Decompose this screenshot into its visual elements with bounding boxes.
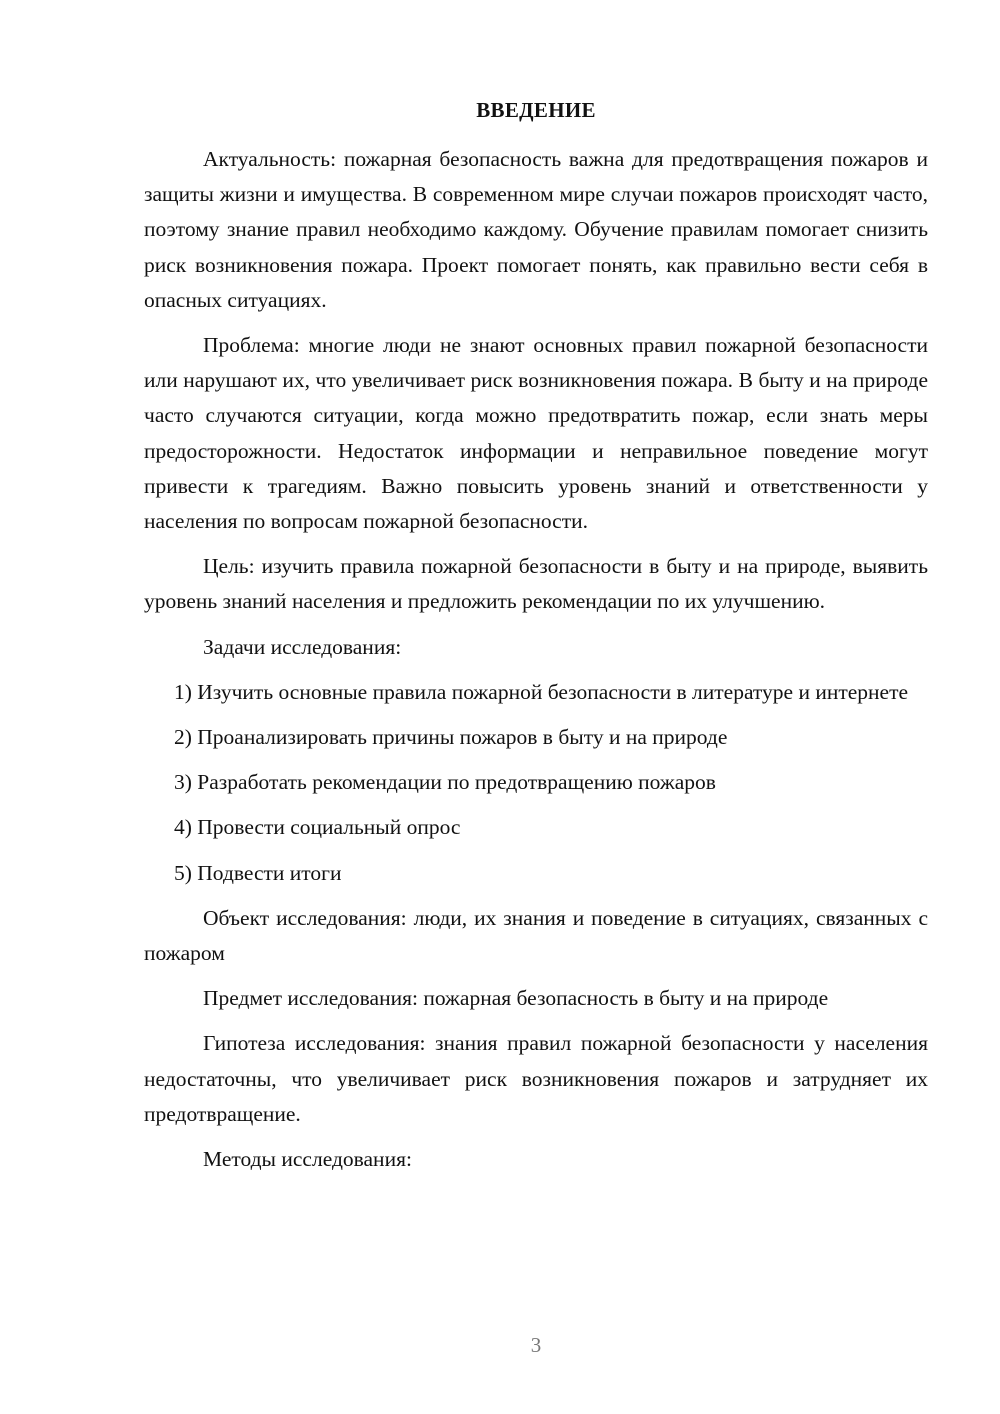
task-item: 2) Проанализировать причины пожаров в быту и на природе xyxy=(174,725,728,750)
methods-heading: Методы исследования: xyxy=(203,1147,412,1172)
task-item: 4) Провести социальный опрос xyxy=(174,815,461,840)
task-item: 1) Изучить основные правила пожарной безопасности в литературе и интернете xyxy=(174,679,909,704)
task-item: 3) Разработать рекомендации по предотвращению пожаров xyxy=(174,770,716,795)
object-paragraph: Объект исследования: люди, их знания и поведение в ситуациях, связанных с пожаром xyxy=(144,905,928,966)
problem-paragraph: Проблема: многие люди не знают основных правил пожарной безопасности или нарушают их, что увеличивает риск возникновения пожара. В быту и на природе часто случаются ситуации, когда можно предотвратить пожар, если знать меры предосторожности. Недостаток информации и неправильное поведение могут привести к трагедиям. Важно повысить уровень знаний и ответственности у населения по вопросам пожарной безопасности. xyxy=(144,333,928,534)
goal-paragraph: Цель: изучить правила пожарной безопасности в быту и на природе, выявить уровень знаний населения и предложить рекомендации по их улучшению. xyxy=(144,554,928,614)
task-item: 5) Подвести итоги xyxy=(174,860,342,885)
document-page xyxy=(144,96,928,1187)
relevance-paragraph: Актуальность: пожарная безопасность важна для предотвращения пожаров и защиты жизни и имущества. В современном мире случаи пожаров происходят часто, поэтому знание правил необходимо каждому. Обучение правилам помогает снизить риск возникновения пожара. Проект помогает понять, как правильно вести себя в опасных ситуациях. xyxy=(144,147,928,312)
tasks-heading: Задачи исследования: xyxy=(203,634,402,659)
hypothesis-paragraph: Гипотеза исследования: знания правил пожарной безопасности у населения недостаточны, что увеличивает риск возникновения пожаров и затрудняет их предотвращение. xyxy=(144,1031,928,1126)
page-title: ВВЕДЕНИЕ xyxy=(476,98,596,122)
page-number: 3 xyxy=(530,1333,542,1357)
subject-paragraph: Предмет исследования: пожарная безопасность в быту и на природе xyxy=(203,986,829,1011)
